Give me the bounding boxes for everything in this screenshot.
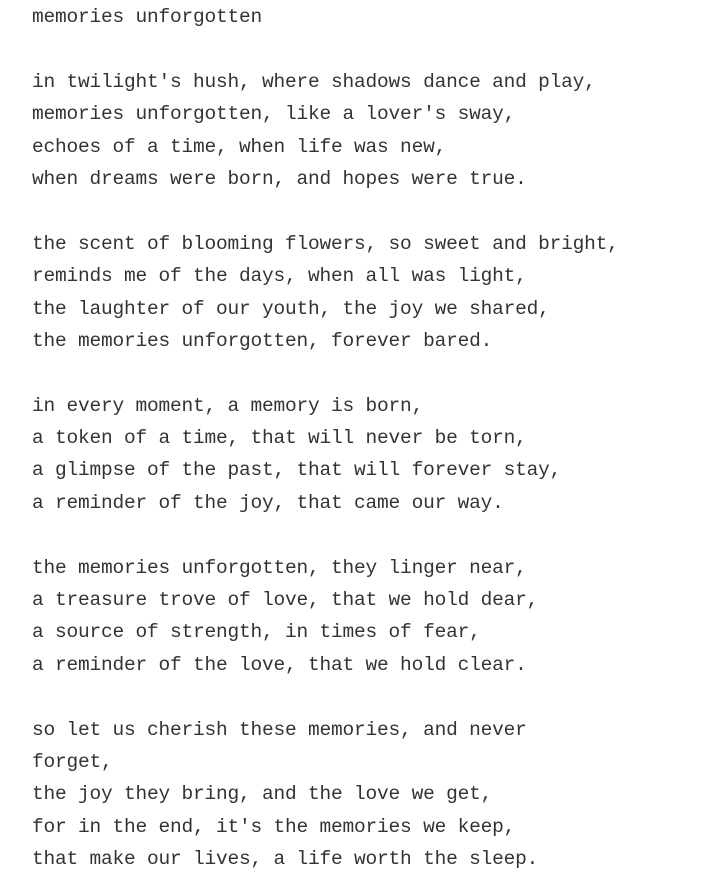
stanza-gap bbox=[32, 681, 704, 713]
poem-line: in every moment, a memory is born, bbox=[32, 394, 424, 417]
stanza-3 bbox=[32, 390, 704, 520]
poem-line: a token of a time, that will never be torn, bbox=[32, 427, 527, 450]
poem-line: that make our lives, a life worth the sleep. bbox=[32, 848, 539, 871]
poem-line: the memories unforgotten, they linger near, bbox=[32, 556, 527, 579]
stanza-gap bbox=[32, 195, 704, 227]
stanza-2 bbox=[32, 228, 704, 358]
poem-line: so let us cherish these memories, and never bbox=[32, 718, 527, 741]
poem-line: the joy they bring, and the love we get, bbox=[32, 783, 493, 806]
stanza-1 bbox=[32, 66, 704, 196]
poem-line: memories unforgotten, like a lover's sway, bbox=[32, 103, 516, 126]
poem-line: a treasure trove of love, that we hold dear, bbox=[32, 589, 539, 612]
poem-line: when dreams were born, and hopes were true. bbox=[32, 167, 527, 190]
stanza-gap bbox=[32, 357, 704, 389]
poem-line: a reminder of the joy, that came our way. bbox=[32, 491, 504, 514]
poem-line: reminds me of the days, when all was light, bbox=[32, 265, 527, 288]
poem-line: echoes of a time, when life was new, bbox=[32, 135, 447, 158]
poem-title: memories unforgotten bbox=[32, 6, 263, 28]
poem-line: a source of strength, in times of fear, bbox=[32, 621, 481, 644]
poem-line: a glimpse of the past, that will forever stay, bbox=[32, 459, 562, 482]
stanza-gap bbox=[32, 519, 704, 551]
poem-line: forget, bbox=[32, 750, 113, 773]
poem-line: the scent of blooming flowers, so sweet and bright, bbox=[32, 232, 619, 255]
stanza-gap bbox=[32, 33, 704, 65]
poem-line: the memories unforgotten, forever bared. bbox=[32, 329, 493, 352]
stanza-5 bbox=[32, 714, 704, 876]
poem-line: a reminder of the love, that we hold clear. bbox=[32, 653, 527, 676]
poem-line: for in the end, it's the memories we keep, bbox=[32, 815, 516, 838]
poem-document bbox=[32, 1, 704, 876]
stanza-4 bbox=[32, 552, 704, 682]
poem-line: the laughter of our youth, the joy we shared, bbox=[32, 297, 550, 320]
poem-line: in twilight's hush, where shadows dance and play, bbox=[32, 70, 596, 93]
